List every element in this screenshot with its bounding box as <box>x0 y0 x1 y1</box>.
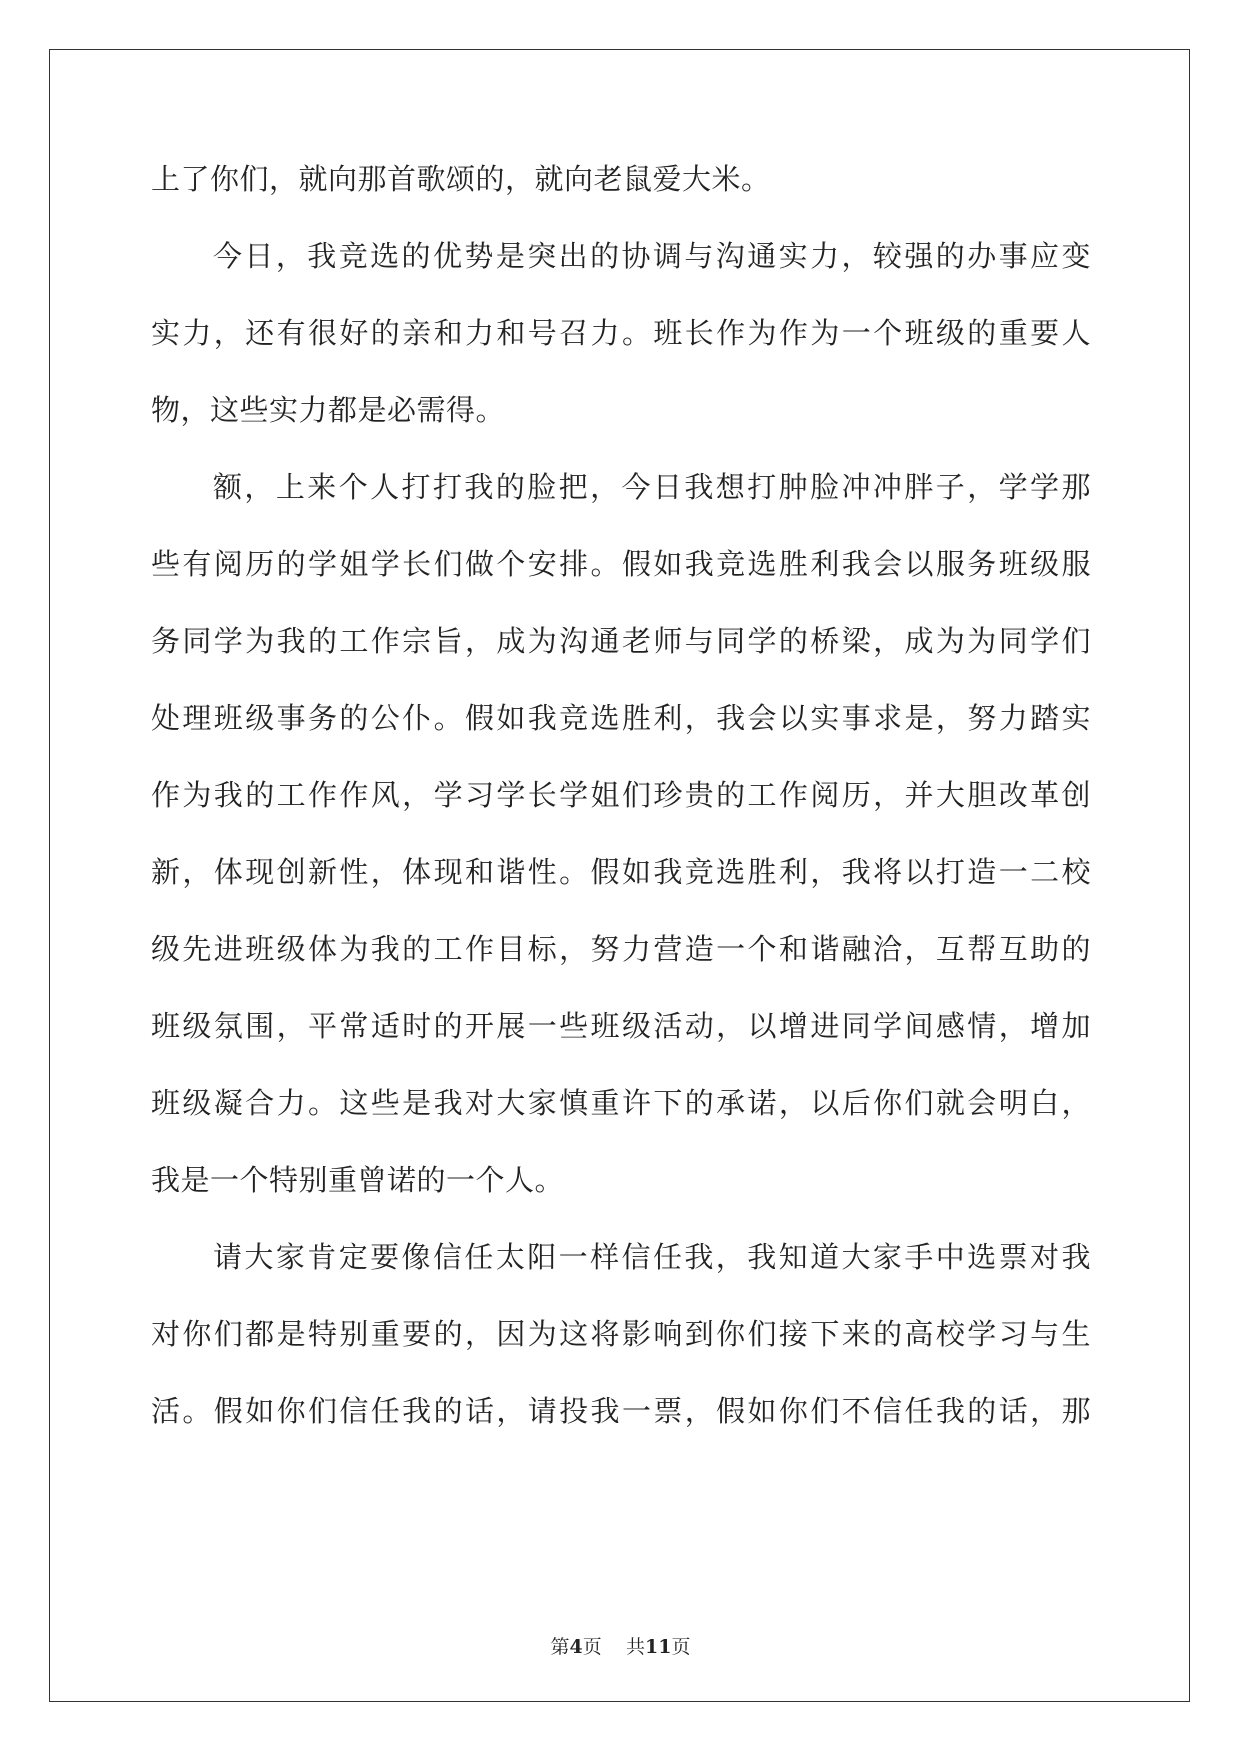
page-number-prefix: 第 <box>550 1636 570 1658</box>
text-line: 对你们都是特别重要的，因为这将影响到你们接下来的高校学习与生 <box>151 1317 1091 1351</box>
text-line: 实力，还有很好的亲和力和号召力。班长作为作为一个班级的重要人 <box>151 316 1091 350</box>
page-total-prefix: 共 <box>625 1636 645 1658</box>
text-line: 级先进班级体为我的工作目标，努力营造一个和谐融洽，互帮互助的 <box>151 932 1091 966</box>
text-line: 些有阅历的学姐学长们做个安排。假如我竞选胜利我会以服务班级服 <box>151 547 1091 581</box>
text-line: 我是一个特别重曾诺的一个人。 <box>151 1163 565 1197</box>
text-line: 处理班级事务的公仆。假如我竞选胜利，我会以实事求是，努力踏实 <box>151 701 1091 735</box>
text-line: 班级氛围，平常适时的开展一些班级活动，以增进同学间感情，增加 <box>151 1009 1091 1043</box>
paragraph-first-line: 请大家肯定要像信任太阳一样信任我，我知道大家手中选票对我 <box>213 1240 1091 1274</box>
text-line: 上了你们，就向那首歌颂的，就向老鼠爱大米。 <box>151 162 771 196</box>
page-number-suffix: 页 <box>582 1636 602 1658</box>
text-line: 作为我的工作作风，学习学长学姐们珍贵的工作阅历，并大胆改革创 <box>151 778 1091 812</box>
text-line: 班级凝合力。这些是我对大家慎重许下的承诺，以后你们就会明白， <box>151 1086 1091 1120</box>
page-number-total: 11 <box>644 1636 672 1658</box>
paragraph-first-line: 额，上来个人打打我的脸把，今日我想打肿脸冲冲胖子，学学那 <box>213 470 1091 504</box>
page-number-current: 4 <box>569 1636 583 1658</box>
text-line: 新，体现创新性，体现和谐性。假如我竞选胜利，我将以打造一二校 <box>151 855 1091 889</box>
page-footer <box>0 1635 1241 1659</box>
text-line: 物，这些实力都是必需得。 <box>151 393 506 427</box>
page-total-suffix: 页 <box>671 1636 691 1658</box>
text-line: 活。假如你们信任我的话，请投我一票，假如你们不信任我的话，那 <box>151 1394 1091 1428</box>
paragraph-first-line: 今日，我竞选的优势是突出的协调与沟通实力，较强的办事应变 <box>213 239 1091 273</box>
text-line: 务同学为我的工作宗旨，成为沟通老师与同学的桥梁，成为为同学们 <box>151 624 1091 658</box>
